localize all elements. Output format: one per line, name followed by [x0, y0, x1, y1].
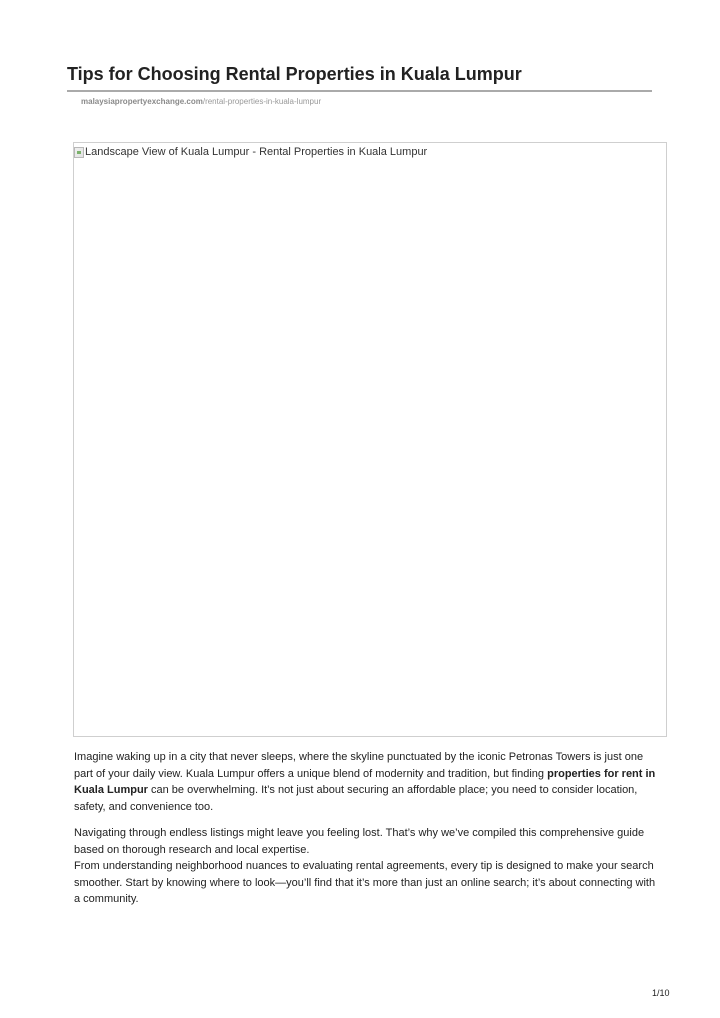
intro-text-after: can be overwhelming. It’s not just about securing an affordable place; you need to consider location, safety, and convenience too.	[74, 784, 638, 813]
title-divider	[67, 90, 652, 92]
page-indicator: 1/10	[652, 988, 670, 998]
guide-paragraph	[74, 825, 664, 908]
intro-text-before: Imagine waking up in a city that never sleeps, where the skyline punctuated by the iconic Petronas Towers is just one part of your daily view. Kuala Lumpur offers a unique blend of modernity and tradition, but finding	[74, 751, 644, 780]
intro-paragraph	[74, 749, 664, 815]
source-url[interactable]	[81, 97, 321, 106]
intro-keyword: properties for rent in Kuala Lumpur	[74, 767, 656, 796]
hero-image-alt-text: Landscape View of Kuala Lumpur - Rental Properties in Kuala Lumpur	[85, 146, 428, 158]
broken-image-icon	[74, 147, 84, 158]
source-path: /rental-properties-in-kuala-lumpur	[202, 97, 322, 106]
article-title: Tips for Choosing Rental Properties in Kuala Lumpur	[67, 64, 522, 84]
hero-image-placeholder	[74, 146, 427, 158]
guide-line-2: From understanding neighborhood nuances to evaluating rental agreements, every tip is designed to make your search smoother. Start by knowing where to look—you’ll find that it’s more than just an online search; it’s about connecting with a community.	[74, 860, 656, 905]
hero-image-frame	[73, 142, 667, 737]
guide-line-1: Navigating through endless listings might leave you feeling lost. That’s why we’ve compiled this comprehensive guide based on thorough research and local expertise.	[74, 827, 645, 856]
source-domain: malaysiapropertyexchange.com	[81, 97, 203, 106]
